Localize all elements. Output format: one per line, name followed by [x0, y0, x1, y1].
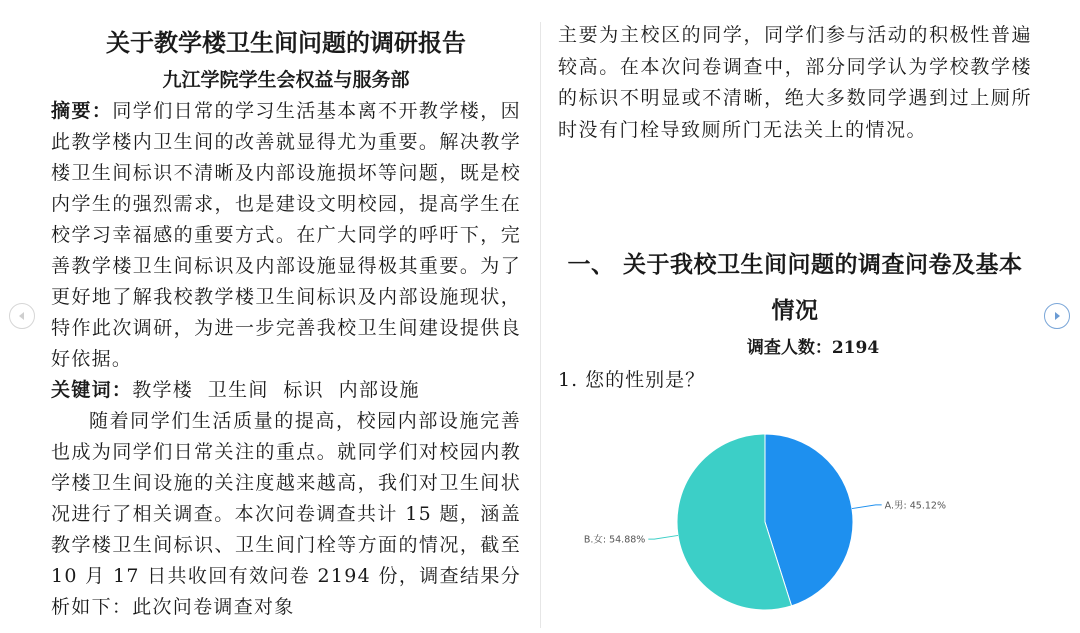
abstract-paragraph — [51, 96, 521, 375]
document-organization: 九江学院学生会权益与服务部 — [162, 69, 410, 91]
pie-svg — [558, 405, 1032, 630]
continued-paragraph: 主要为主校区的同学，同学们参与活动的积极性普遍较高。在本次问卷调查中，部分同学认为学校教学楼的标识不明显或不清晰，绝大多数同学遇到过上厕所时没有门栓导致厕所门无法关上的情况。 — [558, 24, 1032, 141]
abstract-text: 同学们日常的学习生活基本离不开教学楼，因此教学楼内卫生间的改善就显得尤为重要。解决教学楼卫生间标识不清晰及内部设施损坏等问题，既是校内学生的强烈需求，也是建设文明校园，提高学生在校学习幸福感的重要方式。在广大同学的呼吁下，完善教学楼卫生间标识及内部设施显得极其重要。为了更好地了解我校教学楼卫生间标识及内部设施现状，特作此次调研，为进一步完善我校卫生间建设提供良好依据。 — [51, 100, 521, 370]
pie-label-female: B.女: 54.88% — [583, 534, 646, 546]
pie-leader-line — [648, 535, 678, 539]
chevron-right-icon — [1051, 310, 1063, 322]
prev-page-button[interactable] — [9, 303, 35, 329]
chevron-left-icon — [16, 310, 28, 322]
abstract-label: 摘要： — [51, 100, 113, 122]
pie-leader-line — [852, 505, 882, 509]
keywords-paragraph — [51, 375, 521, 406]
gender-pie-chart — [558, 405, 1032, 630]
body-paragraph: 随着同学们生活质量的提高，校园内部设施完善也成为同学们日常关注的重点。就同学们对校园内教学楼卫生间设施的关注度越来越高，我们对卫生间状况进行了相关调查。本次问卷调查共计 15 题，涵盖教学楼卫生间标识、卫生间门栓等方面的情况，截至 10 月 17 日共收回有效问卷 2194 份，调查结果分析如下：此次问卷调查对象 — [51, 410, 521, 618]
survey-count: 调查人数：2194 — [746, 338, 880, 358]
next-page-button[interactable] — [1044, 303, 1070, 329]
keywords-label: 关键词： — [51, 379, 133, 401]
pie-label-male: A.男: 45.12% — [884, 500, 946, 512]
section-heading: 一、 关于我校卫生间问题的调查问卷及基本情况 — [567, 252, 1023, 324]
question-1: 1. 您的性别是？ — [558, 369, 706, 391]
keywords-text: 教学楼 卫生间 标识 内部设施 — [132, 379, 420, 401]
document-title: 关于教学楼卫生间问题的调研报告 — [106, 28, 466, 57]
column-divider — [540, 22, 541, 628]
left-column — [51, 24, 521, 630]
right-column — [558, 20, 1032, 630]
